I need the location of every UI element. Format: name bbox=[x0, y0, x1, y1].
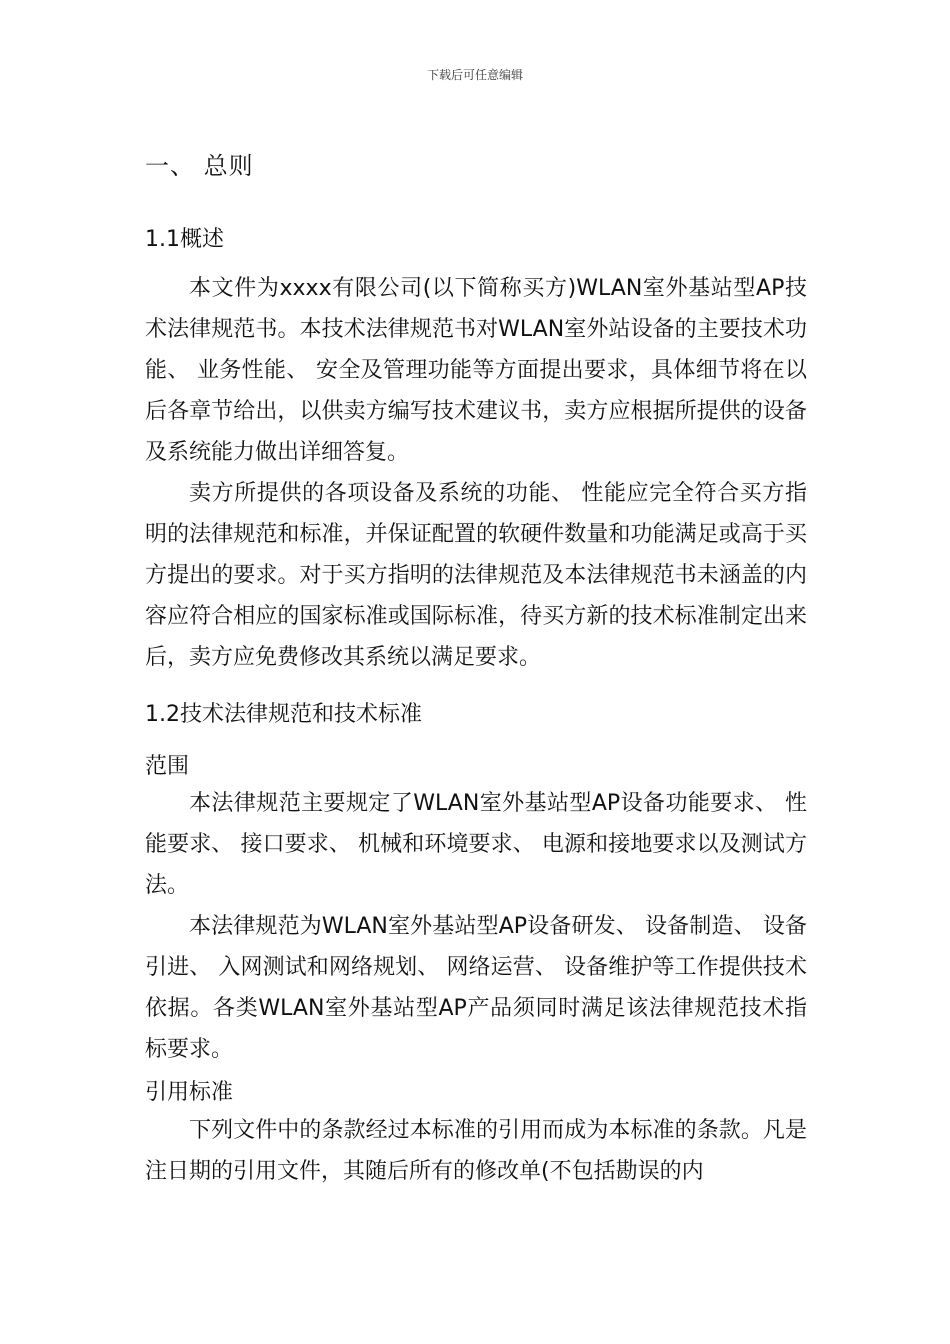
references-paragraph-1: 下列文件中的条款经过本标准的引用而成为本标准的条款。凡是注日期的引用文件，其随后所有的修改单(不包括勘误的内 bbox=[145, 1118, 807, 1184]
references-heading: 引用标准 bbox=[145, 1080, 234, 1105]
page-header-note: 下载后可任意编辑 bbox=[426, 68, 523, 82]
section-1-heading: 一、 总则 bbox=[145, 152, 254, 180]
section-1-1-heading: 1.1概述 bbox=[145, 227, 224, 252]
overview-paragraph-1: 本文件为xxxx有限公司(以下简称买方)WLAN室外基站型AP技术法律规范书。本技术法律规范书对WLAN室外站设备的主要技术功能、 业务性能、 安全及管理功能等方面提出要求，具体细节将在以后各章节给出，以供卖方编写技术建议书，卖方应根据所提供的设备及系统能力做出详细答复。 bbox=[145, 276, 807, 465]
overview-paragraph-2: 卖方所提供的各项设备及系统的功能、 性能应完全符合买方指明的法律规范和标准，并保证配置的软硬件数量和功能满足或高于买方提出的要求。对于买方指明的法律规范及本法律规范书未涵盖的内容应符合相应的国家标准或国际标准，待买方新的技术标准制定出来后，卖方应免费修改其系统以满足要求。 bbox=[145, 481, 807, 670]
scope-heading: 范围 bbox=[145, 754, 190, 779]
scope-paragraph-2: 本法律规范为WLAN室外基站型AP设备研发、 设备制造、 设备引进、 入网测试和网络规划、 网络运营、 设备维护等工作提供技术依据。各类WLAN室外基站型AP产品须同时满足该法律规范技术指标要求。 bbox=[145, 914, 807, 1062]
scope-paragraph-1: 本法律规范主要规定了WLAN室外基站型AP设备功能要求、 性能要求、 接口要求、 机械和环境要求、 电源和接地要求以及测试方法。 bbox=[145, 791, 807, 898]
section-1-2-heading: 1.2技术法律规范和技术标准 bbox=[145, 702, 422, 727]
